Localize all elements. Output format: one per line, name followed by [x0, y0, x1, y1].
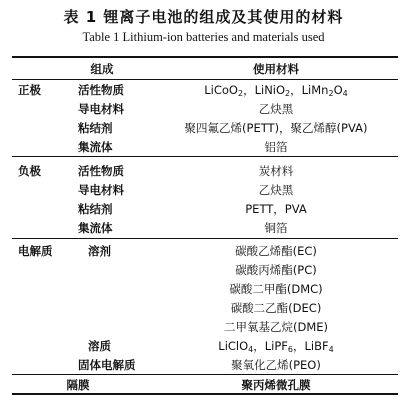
component-label: 溶剂: [88, 244, 111, 258]
material-cell: LiCoO$_2$，LiNiO$_2$，$LiMn_2O_4$: [204, 83, 348, 98]
material-cell: LiClO$_4$，LiPF$_6$，LiBF$_4$: [218, 339, 334, 354]
component-label: 导电材料: [78, 183, 124, 197]
material-cell: 碳酸丙烯酯(PC): [235, 263, 317, 277]
material-cell: 铝箔: [264, 140, 288, 154]
table-caption-english: Table 1 Lithium-ion batteries and materials used: [82, 30, 325, 44]
section-divider-anode: [12, 238, 398, 239]
group-label-electrolyte: 电解质: [18, 244, 53, 258]
section-divider-electrolyte: [12, 374, 398, 375]
component-label: 粘结剂: [78, 121, 113, 135]
material-cell: 聚四氟乙烯(PETT)，聚乙烯醇(PVA): [184, 121, 368, 135]
material-cell: 炭材料: [258, 164, 294, 178]
header-materials: 使用材料: [253, 62, 299, 76]
section-divider-cathode: [12, 156, 398, 157]
table-caption-chinese: 表 1 锂离子电池的组成及其使用的材料: [63, 8, 344, 26]
component-label: 集流体: [78, 140, 113, 154]
group-label-anode: 负极: [18, 164, 41, 178]
component-label: 固体电解质: [78, 358, 136, 372]
table-header-rule: [12, 79, 398, 80]
material-cell: 碳酸乙烯酯(EC): [235, 244, 317, 258]
group-label-cathode: 正极: [18, 83, 41, 97]
material-cell: 铜箔: [264, 221, 288, 235]
table-bottom-rule: [12, 393, 398, 395]
component-label: 集流体: [78, 221, 113, 235]
material-cell: 聚氧化乙烯(PEO): [231, 358, 321, 372]
material-cell: 聚丙烯微孔膜: [241, 378, 311, 392]
component-label: 导电材料: [78, 102, 124, 116]
component-label: 活性物质: [78, 164, 124, 178]
header-composition: 组成: [90, 62, 114, 76]
material-cell: PETT，PVA: [245, 202, 307, 216]
material-cell: 碳酸二甲酯(DMC): [229, 282, 323, 296]
material-cell: 碳酸二乙酯(DEC): [230, 301, 322, 315]
component-label: 活性物质: [78, 83, 124, 97]
material-cell: 乙炔黑: [258, 183, 294, 197]
material-cell: 乙炔黑: [258, 102, 294, 116]
component-label: 粘结剂: [78, 202, 113, 216]
group-label-separator: 隔膜: [66, 378, 90, 392]
table-top-rule: [12, 56, 398, 58]
material-cell: 二甲氧基乙烷(DME): [223, 320, 329, 334]
component-label: 溶质: [88, 339, 111, 353]
